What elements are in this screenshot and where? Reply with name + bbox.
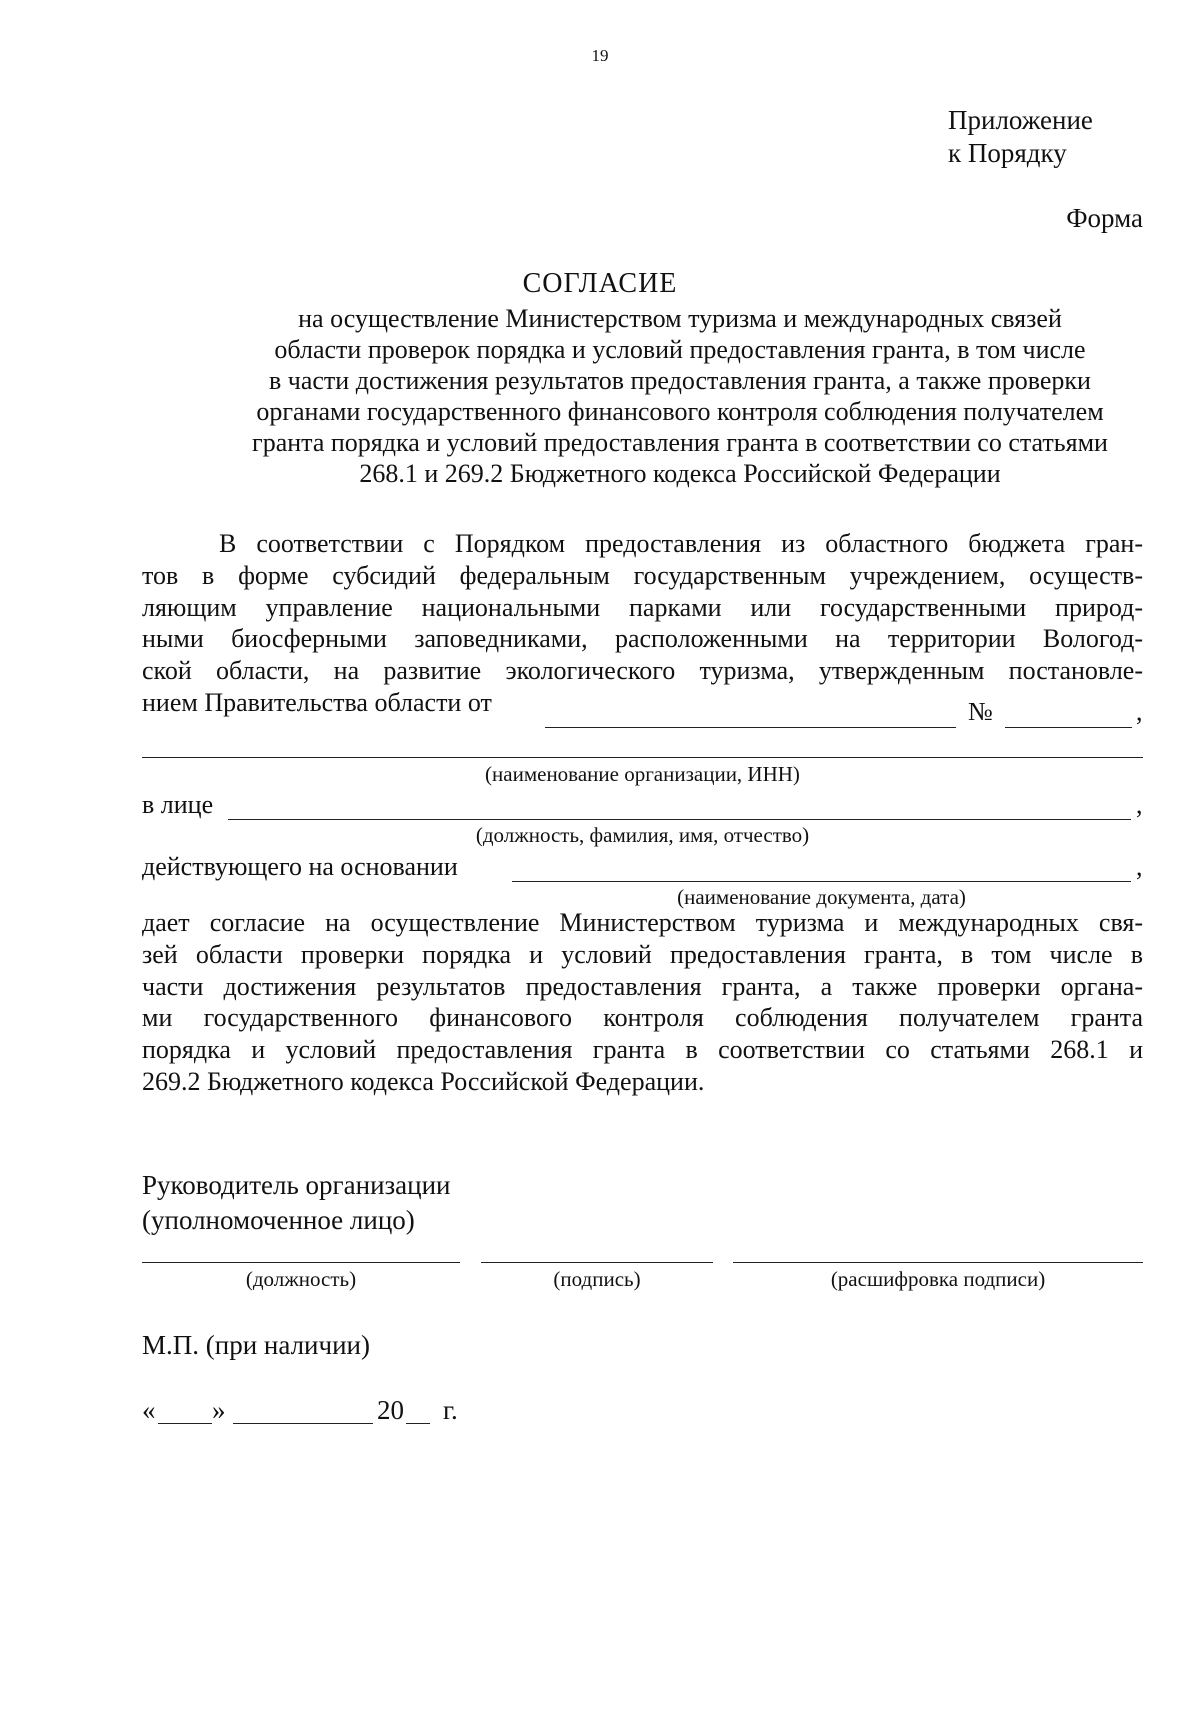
position-caption: (должность, фамилия, имя, отчество) — [475, 823, 810, 847]
representative-blank[interactable] — [228, 819, 1131, 820]
comma: , — [1136, 852, 1143, 881]
form-label: Форма — [1066, 203, 1143, 233]
position-sign-caption: (должность) — [245, 1267, 357, 1291]
paragraph-line: тов в форме субсидий федеральным государственным учреждением, осуществ- — [142, 560, 1143, 590]
date-open-quote: « — [142, 1395, 156, 1425]
paragraph-line: части достижения результатов предоставления гранта, а также проверки органа- — [142, 971, 1143, 1001]
stamp-label: М.П. (при наличии) — [142, 1330, 370, 1360]
signature-caption: (подпись) — [553, 1267, 641, 1291]
signature-decoding-blank[interactable] — [733, 1262, 1143, 1263]
decree-date-blank[interactable] — [545, 727, 956, 728]
paragraph-line: ской области, на развитие экологического туризма, утвержденным постановле- — [142, 656, 1143, 686]
subtitle-line: в части достижения результатов предоставления гранта, а также проверки — [269, 366, 1091, 395]
paragraph-line: порядка и условий предоставления гранта в соответствии со статьями 268.1 и — [142, 1035, 1143, 1065]
appendix-header — [948, 104, 1093, 170]
signature-block — [142, 1168, 451, 1238]
paragraph-line: ными биосферными заповедниками, расположенными на территории Вологод- — [142, 624, 1143, 654]
date-month-blank[interactable] — [233, 1423, 373, 1424]
organization-caption: (наименование организации, ИНН) — [485, 762, 800, 786]
comma: , — [1136, 790, 1143, 819]
authorized-person-label: (уполномоченное лицо) — [142, 1205, 415, 1235]
appendix-line-1: Приложение — [948, 105, 1093, 135]
paragraph-line: дает согласие на осуществление Министерством туризма и международных свя- — [142, 908, 1143, 937]
subtitle-line: гранта порядка и условий предоставления гранта в соответствии со статьями — [252, 428, 1108, 457]
paragraph-line: В соответствии с Порядком предоставления из областного бюджета гран- — [219, 529, 1143, 558]
appendix-line-2: к Порядку — [948, 138, 1067, 168]
decree-number-blank[interactable] — [1005, 727, 1132, 728]
signature-decoding-caption: (расшифровка подписи) — [830, 1267, 1046, 1291]
subtitle-line: 268.1 и 269.2 Бюджетного кодекса Российской Федерации — [359, 459, 1001, 488]
paragraph-line: зей области проверки порядка и условий предоставления гранта, в том числе в — [142, 939, 1143, 969]
date-year-suffix: г. — [443, 1395, 458, 1425]
document-caption: (наименование документа, дата) — [677, 885, 966, 909]
paragraph-line: 269.2 Бюджетного кодекса Российской Федерации. — [142, 1066, 705, 1096]
subtitle-line: на осуществление Министерством туризма и международных связей — [298, 304, 1062, 333]
date-year-prefix: 20 — [377, 1395, 404, 1425]
paragraph-line: ляющим управление национальными парками или государственными природ- — [142, 592, 1143, 622]
subtitle-line: области проверок порядка и условий предоставления гранта, в том числе — [274, 335, 1086, 364]
comma: , — [1136, 697, 1143, 726]
number-sign: № — [968, 697, 993, 726]
date-day-blank[interactable] — [158, 1423, 212, 1424]
signature-blank[interactable] — [481, 1262, 713, 1263]
acting-basis-label: действующего на основании — [142, 852, 458, 881]
date-close-quote: » — [212, 1395, 226, 1425]
date-year-blank[interactable] — [406, 1423, 430, 1424]
paragraph-line: нием Правительства области от — [142, 687, 492, 717]
organization-name-blank[interactable] — [142, 757, 1143, 758]
agreement-paragraph — [142, 907, 1143, 1098]
basis-document-blank[interactable] — [512, 881, 1131, 882]
intro-paragraph — [142, 528, 1143, 719]
paragraph-line: ми государственного финансового контроля соблюдения получателем гранта — [142, 1003, 1143, 1033]
subtitle-line: органами государственного финансового контроля соблюдения получателем — [256, 397, 1104, 426]
head-of-organization-label: Руководитель организации — [142, 1170, 451, 1200]
page-number: 19 — [591, 46, 609, 65]
in-person-label: в лице — [142, 790, 214, 819]
document-title: СОГЛАСИЕ — [522, 268, 678, 299]
position-signature-blank[interactable] — [142, 1262, 460, 1263]
document-subtitle — [140, 303, 1200, 489]
